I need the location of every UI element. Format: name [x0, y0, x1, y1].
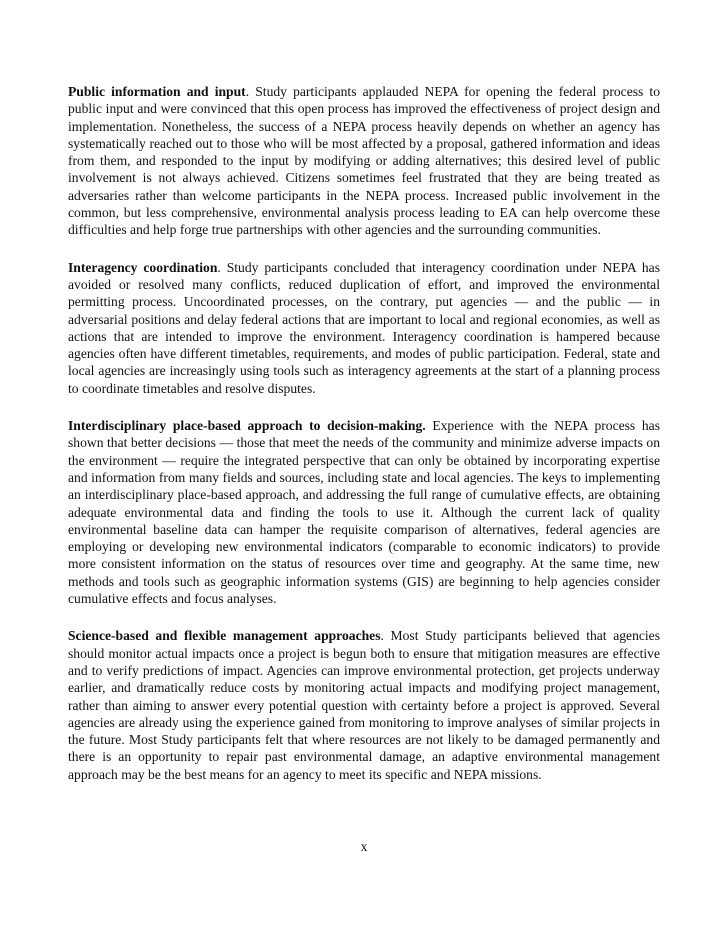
- paragraph-body: Most Study participants believed that agencies should monitor actual impacts once a project is begun both to ensure that mitigation measures are effective and to verify predictions of impact. Agencies can improve environmental protection, get projects underway earlier, and dramatically reduce costs by monitoring actual impacts and modifying project management, rather than aiming to answer every potential question with certainty before a project is approved. Several agencies are already using the experience gained from monitoring to improve analyses of similar projects in the future. Most Study participants felt that where resources are not likely to be damaged permanently and there is an opportunity to repair past environmental damage, an adaptive environmental management approach may be the best means for an agency to meet its specific and NEPA missions.: [68, 628, 661, 782]
- paragraph-public-information: [68, 83, 660, 239]
- paragraph-science-based-management: [68, 627, 660, 783]
- paragraph-heading: Interagency coordination: [68, 259, 218, 275]
- paragraph-heading: Science-based and flexible management approaches: [68, 628, 381, 644]
- paragraph-heading: Interdisciplinary place-based approach to decision-making.: [68, 418, 426, 434]
- page-number: x: [360, 839, 368, 854]
- paragraph-interdisciplinary-approach: [68, 417, 660, 607]
- paragraph-heading: Public information and input: [68, 84, 246, 99]
- paragraph-body: Study participants applauded NEPA for opening the federal process to public input and were convinced that this open process has improved the effectiveness of project design and implementation. Nonetheless, the success of a NEPA process heavily depends on whether an agency has systematically reached out to those who will be most affected by a proposal, gathered information and ideas from them, and responded to the input by modifying or adding alternatives; this desired level of public involvement is not always achieved. Citizens sometimes feel frustrated that they are being treated as adversaries rather than welcome participants in the NEPA process. Increased public involvement in the common, but less comprehensive, environmental analysis process leading to EA can help overcome these difficulties and help forge true partnerships with other agencies and the surrounding communities.: [68, 84, 661, 238]
- paragraph-body: Study participants concluded that interagency coordination under NEPA has avoided or resolved many conflicts, reduced duplication of effort, and improved the environmental permitting process. Uncoordinated processes, on the contrary, put agencies — and the public — in adversarial positions and delay federal actions that are important to local and regional economies, as well as actions that are intended to improve the environment. Interagency coordination is hampered because agencies often have different timetables, requirements, and modes of public participation. Federal, state and local agencies are increasingly using tools such as interagency agreements at the start of a planning process to coordinate timetables and resolve disputes.: [68, 259, 660, 396]
- heading-punctuation: .: [245, 84, 250, 99]
- paragraph-body: Experience with the NEPA process has shown that better decisions — those that meet the needs of the community and minimize adverse impacts on the environment — require the integrated perspective that can only be obtained by incorporating expertise and information from many fields and sources, including state and local agencies. The keys to implementing an interdisciplinary place-based approach, and addressing the full range of cumulative effects, are obtaining adequate environmental data and finding the tools to use it. Although the current lack of quality environmental baseline data can hamper the requisite comparison of alternatives, federal agencies are employing or developing new environmental indicators (comparable to economic indicators) to provide more consistent information on the status of resources over time and geography. At the same time, new methods and tools such as geographic information systems (GIS) are beginning to help agencies consider cumulative effects and focus analyses.: [68, 418, 661, 607]
- heading-punctuation: .: [217, 259, 221, 275]
- heading-punctuation: .: [380, 628, 384, 644]
- paragraph-interagency-coordination: [68, 259, 660, 397]
- document-page: [68, 83, 660, 803]
